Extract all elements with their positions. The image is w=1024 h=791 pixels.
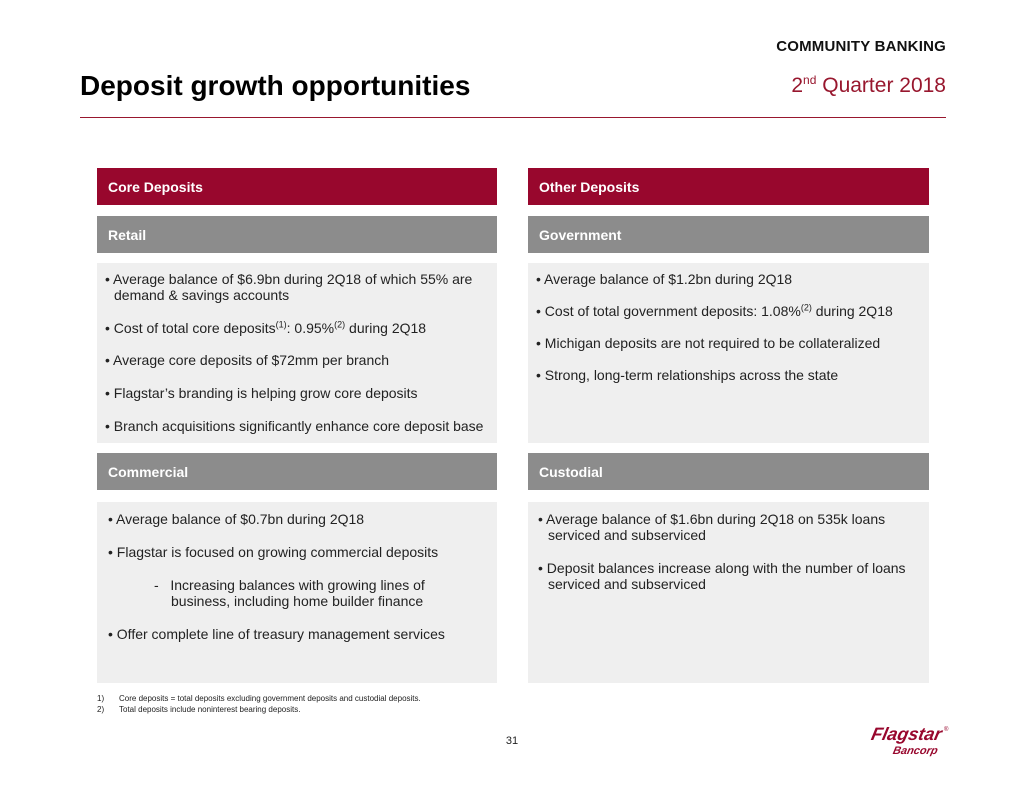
retail-bullet-4: • Flagstar’s branding is helping grow core deposits	[105, 385, 418, 401]
footnote-1-number: 1)	[97, 694, 105, 703]
retail-panel	[97, 263, 497, 443]
commercial-sub-bullet-cont: business, including home builder finance	[171, 593, 424, 609]
other-deposits-header	[528, 168, 929, 205]
core-deposits-header	[97, 168, 497, 205]
logo-registered: ®	[944, 727, 949, 733]
footnote-ref-2: (2)	[334, 319, 346, 330]
quarter-text: Quarter 2018	[816, 74, 946, 97]
commercial-header	[97, 453, 497, 490]
government-bullet-2-text-a: • Cost of total government deposits: 1.08%	[536, 303, 801, 319]
commercial-panel	[97, 502, 497, 683]
footnote-1-text: Core deposits = total deposits excluding government deposits and custodial deposits.	[119, 694, 421, 703]
logo-name: Flagstar	[869, 724, 944, 744]
footnote-2	[97, 704, 421, 715]
custodial-header	[528, 453, 929, 490]
retail-header	[97, 216, 497, 253]
footnote-1	[97, 693, 421, 704]
retail-bullet-1-cont: demand & savings accounts	[114, 287, 290, 303]
government-panel	[528, 263, 929, 443]
core-deposits-title: Core Deposits	[108, 178, 203, 195]
other-deposits-title: Other Deposits	[539, 178, 640, 195]
government-bullet-2	[536, 303, 893, 319]
retail-title: Retail	[108, 226, 147, 243]
commercial-bullet-1: • Average balance of $0.7bn during 2Q18	[108, 511, 365, 527]
logo-wordmark	[867, 724, 945, 757]
commercial-title: Commercial	[108, 463, 189, 480]
section-label: COMMUNITY BANKING	[776, 38, 946, 55]
custodial-bullet-1: • Average balance of $1.6bn during 2Q18 on 535k loans	[538, 511, 886, 527]
title-divider	[80, 117, 946, 118]
government-bullet-1: • Average balance of $1.2bn during 2Q18	[536, 271, 793, 287]
retail-bullet-2-text-b: : 0.95%	[286, 320, 335, 336]
retail-bullet-5: • Branch acquisitions significantly enhance core deposit base	[105, 418, 484, 434]
government-bullet-3: • Michigan deposits are not required to be collateralized	[536, 335, 881, 351]
custodial-bullet-2-cont: serviced and subserviced	[548, 576, 706, 592]
quarter-ordinal: nd	[803, 73, 817, 87]
quarter-label	[791, 74, 946, 98]
commercial-bullet-3: • Offer complete line of treasury management services	[108, 626, 445, 642]
commercial-bullet-2: • Flagstar is focused on growing commercial deposits	[108, 544, 439, 560]
retail-bullet-3: • Average core deposits of $72mm per branch	[105, 352, 390, 368]
custodial-bullet-2: • Deposit balances increase along with the number of loans	[538, 560, 906, 576]
quarter-number: 2	[791, 74, 804, 97]
retail-bullet-2	[105, 320, 426, 336]
custodial-title: Custodial	[539, 463, 603, 480]
footnotes	[97, 693, 421, 715]
retail-bullet-2-text-a: • Cost of total core deposits	[105, 320, 276, 336]
government-header	[528, 216, 929, 253]
retail-bullet-2-text-c: during 2Q18	[345, 320, 427, 336]
footnote-2-number: 2)	[97, 705, 105, 714]
footnote-ref-2-gov: (2)	[800, 302, 812, 313]
page-number: 31	[505, 735, 519, 747]
logo-sub: Bancorp	[891, 745, 939, 757]
retail-bullet-1: • Average balance of $6.9bn during 2Q18 of which 55% are	[105, 271, 473, 287]
custodial-bullet-1-cont: serviced and subserviced	[548, 527, 706, 543]
government-title: Government	[539, 226, 622, 243]
footnote-ref-1: (1)	[275, 319, 287, 330]
flagstar-logo	[866, 723, 950, 759]
government-bullet-4: • Strong, long-term relationships across the state	[536, 367, 839, 383]
custodial-panel	[528, 502, 929, 683]
page-title: Deposit growth opportunities	[80, 70, 471, 101]
government-bullet-2-text-b: during 2Q18	[811, 303, 893, 319]
footnote-2-text: Total deposits include noninterest bearing deposits.	[119, 705, 301, 714]
commercial-sub-bullet: - Increasing balances with growing lines of	[154, 577, 425, 593]
